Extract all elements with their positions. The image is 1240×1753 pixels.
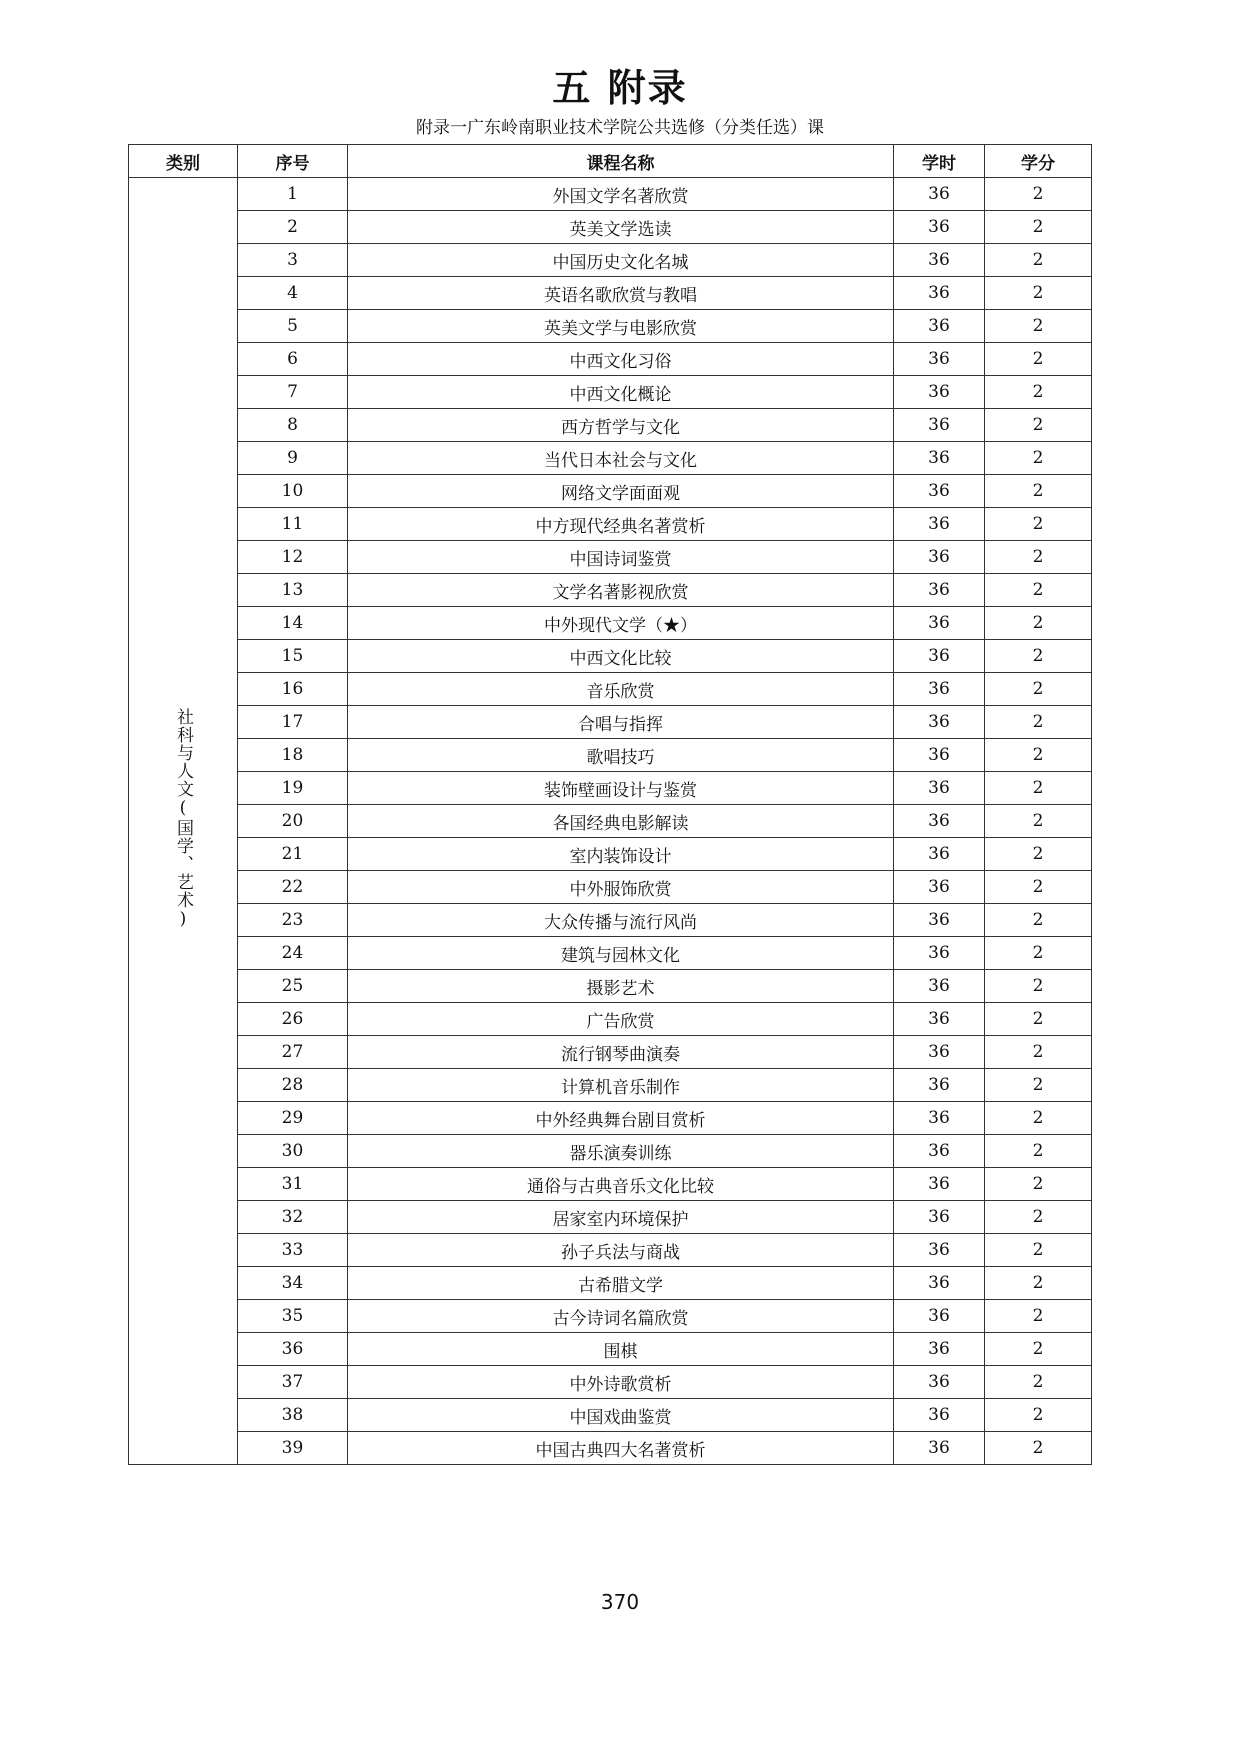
row-number-cell: 13	[238, 574, 348, 607]
row-number-cell: 34	[238, 1267, 348, 1300]
credits-cell: 2	[985, 904, 1092, 937]
table-row	[129, 1300, 1092, 1333]
hours-cell: 36	[894, 706, 985, 739]
course-name-cell: 文学名著影视欣赏	[348, 574, 894, 607]
table-row	[129, 376, 1092, 409]
course-name-cell: 器乐演奏训练	[348, 1135, 894, 1168]
credits-cell: 2	[985, 1333, 1092, 1366]
row-number-cell: 30	[238, 1135, 348, 1168]
credits-cell: 2	[985, 805, 1092, 838]
credits-cell: 2	[985, 871, 1092, 904]
hours-cell: 36	[894, 1069, 985, 1102]
hours-cell: 36	[894, 772, 985, 805]
table-row	[129, 541, 1092, 574]
row-number-cell: 9	[238, 442, 348, 475]
row-number-cell: 6	[238, 343, 348, 376]
category-label: 社科与人文(国学、艺术)	[173, 707, 193, 930]
course-name-cell: 古今诗词名篇欣赏	[348, 1300, 894, 1333]
row-number-cell: 35	[238, 1300, 348, 1333]
hours-cell: 36	[894, 970, 985, 1003]
course-name-cell: 计算机音乐制作	[348, 1069, 894, 1102]
row-number-cell: 25	[238, 970, 348, 1003]
page-number: 370	[600, 1590, 640, 1614]
course-name-cell: 各国经典电影解读	[348, 805, 894, 838]
hours-cell: 36	[894, 1036, 985, 1069]
credits-cell: 2	[985, 772, 1092, 805]
hours-cell: 36	[894, 409, 985, 442]
course-name-cell: 网络文学面面观	[348, 475, 894, 508]
course-name-cell: 装饰壁画设计与鉴赏	[348, 772, 894, 805]
course-name-cell: 孙子兵法与商战	[348, 1234, 894, 1267]
course-name-cell: 室内装饰设计	[348, 838, 894, 871]
row-number-cell: 16	[238, 673, 348, 706]
hours-cell: 36	[894, 508, 985, 541]
row-number-cell: 5	[238, 310, 348, 343]
table-row	[129, 772, 1092, 805]
table-row	[129, 1201, 1092, 1234]
course-name-cell: 中国历史文化名城	[348, 244, 894, 277]
hours-cell: 36	[894, 640, 985, 673]
table-row	[129, 574, 1092, 607]
table-row	[129, 838, 1092, 871]
credits-cell: 2	[985, 673, 1092, 706]
table-row	[129, 343, 1092, 376]
table-row	[129, 211, 1092, 244]
row-number-cell: 3	[238, 244, 348, 277]
row-number-cell: 24	[238, 937, 348, 970]
table-body	[129, 178, 1092, 1465]
course-name-cell: 歌唱技巧	[348, 739, 894, 772]
row-number-cell: 38	[238, 1399, 348, 1432]
row-number-cell: 21	[238, 838, 348, 871]
credits-cell: 2	[985, 1069, 1092, 1102]
credits-cell: 2	[985, 1102, 1092, 1135]
hours-cell: 36	[894, 1234, 985, 1267]
credits-cell: 2	[985, 937, 1092, 970]
course-name-cell: 中外经典舞台剧目赏析	[348, 1102, 894, 1135]
credits-cell: 2	[985, 376, 1092, 409]
table-row	[129, 640, 1092, 673]
credits-cell: 2	[985, 970, 1092, 1003]
credits-cell: 2	[985, 475, 1092, 508]
hours-cell: 36	[894, 1267, 985, 1300]
page-title: 五 附录	[552, 66, 688, 110]
row-number-cell: 1	[238, 178, 348, 211]
row-number-cell: 31	[238, 1168, 348, 1201]
table-row	[129, 1399, 1092, 1432]
hours-cell: 36	[894, 904, 985, 937]
row-number-cell: 39	[238, 1432, 348, 1465]
hours-cell: 36	[894, 673, 985, 706]
hours-cell: 36	[894, 277, 985, 310]
table-row	[129, 871, 1092, 904]
hours-cell: 36	[894, 442, 985, 475]
course-name-cell: 中外服饰欣赏	[348, 871, 894, 904]
hours-cell: 36	[894, 1135, 985, 1168]
credits-cell: 2	[985, 211, 1092, 244]
hours-cell: 36	[894, 178, 985, 211]
row-number-cell: 20	[238, 805, 348, 838]
hours-cell: 36	[894, 244, 985, 277]
hours-cell: 36	[894, 541, 985, 574]
column-header-course-name: 课程名称	[348, 145, 894, 178]
course-name-cell: 中外现代文学（★）	[348, 607, 894, 640]
credits-cell: 2	[985, 1300, 1092, 1333]
page-subtitle: 附录一广东岭南职业技术学院公共选修（分类任选）课	[416, 118, 824, 138]
hours-cell: 36	[894, 1201, 985, 1234]
course-name-cell: 中外诗歌赏析	[348, 1366, 894, 1399]
credits-cell: 2	[985, 1201, 1092, 1234]
hours-cell: 36	[894, 805, 985, 838]
credits-cell: 2	[985, 508, 1092, 541]
row-number-cell: 32	[238, 1201, 348, 1234]
row-number-cell: 7	[238, 376, 348, 409]
course-name-cell: 外国文学名著欣赏	[348, 178, 894, 211]
hours-cell: 36	[894, 475, 985, 508]
credits-cell: 2	[985, 409, 1092, 442]
credits-cell: 2	[985, 1036, 1092, 1069]
course-name-cell: 围棋	[348, 1333, 894, 1366]
row-number-cell: 18	[238, 739, 348, 772]
credits-cell: 2	[985, 442, 1092, 475]
hours-cell: 36	[894, 1102, 985, 1135]
course-name-cell: 中国诗词鉴赏	[348, 541, 894, 574]
course-name-cell: 中方现代经典名著赏析	[348, 508, 894, 541]
table-row	[129, 1366, 1092, 1399]
hours-cell: 36	[894, 871, 985, 904]
credits-cell: 2	[985, 244, 1092, 277]
credits-cell: 2	[985, 1432, 1092, 1465]
course-name-cell: 居家室内环境保护	[348, 1201, 894, 1234]
row-number-cell: 14	[238, 607, 348, 640]
course-name-cell: 摄影艺术	[348, 970, 894, 1003]
hours-cell: 36	[894, 574, 985, 607]
credits-cell: 2	[985, 178, 1092, 211]
table-row	[129, 1168, 1092, 1201]
course-name-cell: 当代日本社会与文化	[348, 442, 894, 475]
course-name-cell: 通俗与古典音乐文化比较	[348, 1168, 894, 1201]
course-name-cell: 流行钢琴曲演奏	[348, 1036, 894, 1069]
table-row	[129, 937, 1092, 970]
hours-cell: 36	[894, 607, 985, 640]
table-row	[129, 1234, 1092, 1267]
course-name-cell: 英美文学选读	[348, 211, 894, 244]
credits-cell: 2	[985, 706, 1092, 739]
row-number-cell: 36	[238, 1333, 348, 1366]
credits-cell: 2	[985, 838, 1092, 871]
course-name-cell: 建筑与园林文化	[348, 937, 894, 970]
table-row	[129, 805, 1092, 838]
course-name-cell: 西方哲学与文化	[348, 409, 894, 442]
hours-cell: 36	[894, 1333, 985, 1366]
row-number-cell: 27	[238, 1036, 348, 1069]
hours-cell: 36	[894, 211, 985, 244]
table-row	[129, 277, 1092, 310]
credits-cell: 2	[985, 607, 1092, 640]
table-row	[129, 1135, 1092, 1168]
column-header-hours: 学时	[894, 145, 985, 178]
credits-cell: 2	[985, 739, 1092, 772]
table-row	[129, 442, 1092, 475]
row-number-cell: 26	[238, 1003, 348, 1036]
course-name-cell: 大众传播与流行风尚	[348, 904, 894, 937]
row-number-cell: 19	[238, 772, 348, 805]
hours-cell: 36	[894, 1300, 985, 1333]
course-name-cell: 中西文化比较	[348, 640, 894, 673]
course-name-cell: 英语名歌欣赏与教唱	[348, 277, 894, 310]
row-number-cell: 15	[238, 640, 348, 673]
hours-cell: 36	[894, 343, 985, 376]
table-row	[129, 1102, 1092, 1135]
credits-cell: 2	[985, 1366, 1092, 1399]
course-name-cell: 英美文学与电影欣赏	[348, 310, 894, 343]
row-number-cell: 22	[238, 871, 348, 904]
table-row	[129, 475, 1092, 508]
credits-cell: 2	[985, 1168, 1092, 1201]
course-table	[128, 144, 1092, 1465]
credits-cell: 2	[985, 541, 1092, 574]
credits-cell: 2	[985, 343, 1092, 376]
course-name-cell: 音乐欣赏	[348, 673, 894, 706]
course-name-cell: 中国古典四大名著赏析	[348, 1432, 894, 1465]
table-row	[129, 244, 1092, 277]
row-number-cell: 10	[238, 475, 348, 508]
table-row	[129, 1267, 1092, 1300]
hours-cell: 36	[894, 838, 985, 871]
table-row	[129, 310, 1092, 343]
row-number-cell: 12	[238, 541, 348, 574]
row-number-cell: 33	[238, 1234, 348, 1267]
row-number-cell: 28	[238, 1069, 348, 1102]
course-name-cell: 古希腊文学	[348, 1267, 894, 1300]
credits-cell: 2	[985, 1399, 1092, 1432]
hours-cell: 36	[894, 310, 985, 343]
table-header-row	[129, 145, 1092, 178]
hours-cell: 36	[894, 1003, 985, 1036]
credits-cell: 2	[985, 1267, 1092, 1300]
row-number-cell: 29	[238, 1102, 348, 1135]
row-number-cell: 11	[238, 508, 348, 541]
table-row	[129, 970, 1092, 1003]
hours-cell: 36	[894, 739, 985, 772]
hours-cell: 36	[894, 937, 985, 970]
row-number-cell: 17	[238, 706, 348, 739]
row-number-cell: 37	[238, 1366, 348, 1399]
credits-cell: 2	[985, 1003, 1092, 1036]
hours-cell: 36	[894, 1366, 985, 1399]
column-header-category: 类别	[129, 145, 238, 178]
table-row	[129, 739, 1092, 772]
course-name-cell: 合唱与指挥	[348, 706, 894, 739]
category-cell	[129, 178, 238, 1465]
credits-cell: 2	[985, 1135, 1092, 1168]
credits-cell: 2	[985, 574, 1092, 607]
table-row	[129, 1036, 1092, 1069]
hours-cell: 36	[894, 1168, 985, 1201]
course-name-cell: 中国戏曲鉴赏	[348, 1399, 894, 1432]
course-name-cell: 中西文化习俗	[348, 343, 894, 376]
table-row	[129, 1003, 1092, 1036]
column-header-number: 序号	[238, 145, 348, 178]
credits-cell: 2	[985, 310, 1092, 343]
row-number-cell: 4	[238, 277, 348, 310]
table-row	[129, 904, 1092, 937]
column-header-credits: 学分	[985, 145, 1092, 178]
hours-cell: 36	[894, 1399, 985, 1432]
table-row	[129, 1333, 1092, 1366]
course-name-cell: 广告欣赏	[348, 1003, 894, 1036]
credits-cell: 2	[985, 1234, 1092, 1267]
table-row	[129, 508, 1092, 541]
hours-cell: 36	[894, 1432, 985, 1465]
table-row	[129, 673, 1092, 706]
table-row	[129, 706, 1092, 739]
row-number-cell: 8	[238, 409, 348, 442]
course-name-cell: 中西文化概论	[348, 376, 894, 409]
row-number-cell: 2	[238, 211, 348, 244]
hours-cell: 36	[894, 376, 985, 409]
table-row	[129, 1432, 1092, 1465]
table-row	[129, 1069, 1092, 1102]
row-number-cell: 23	[238, 904, 348, 937]
table-row	[129, 409, 1092, 442]
table-row	[129, 607, 1092, 640]
table-row	[129, 178, 1092, 211]
credits-cell: 2	[985, 277, 1092, 310]
credits-cell: 2	[985, 640, 1092, 673]
